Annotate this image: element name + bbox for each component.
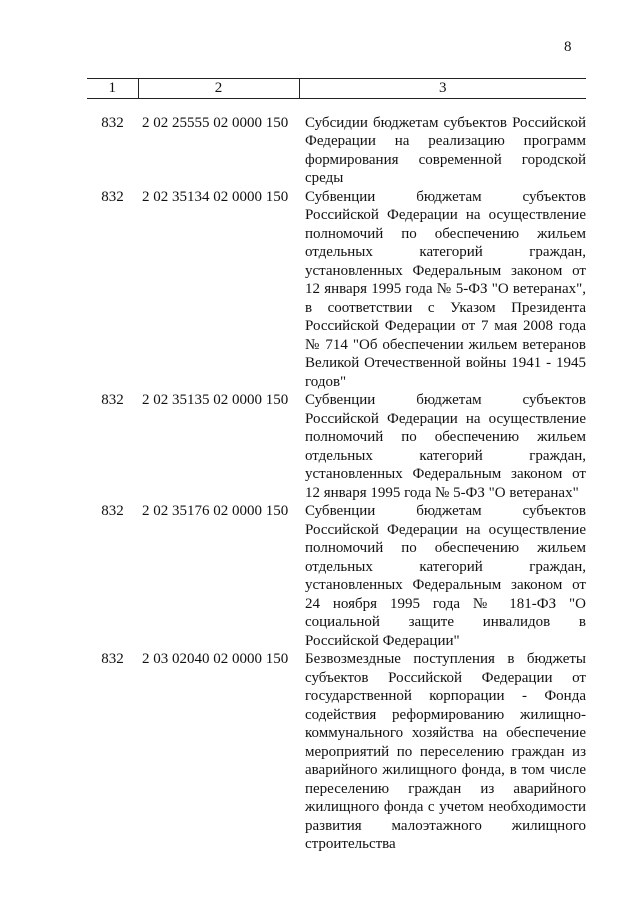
budget-code-cell: 2 02 35134 02 0000 150 [142, 188, 289, 205]
column-header-3: 3 [299, 79, 586, 99]
revenue-classification-table [87, 78, 586, 854]
column-header-2: 2 [138, 79, 299, 99]
revenue-name-cell: Субвенции бюджетам субъектов Российской Федерации на осуществление полномочий по обеспечению жильем отдельных категорий граждан, установленных Федеральным законом от 12 января 1995 года № 5-ФЗ "О ветеранах" [305, 392, 586, 501]
admin-code-cell: 832 [101, 651, 124, 667]
revenue-name-cell: Субвенции бюджетам субъектов Российской Федерации на осуществление полномочий по обеспечению жильем отдельных категорий граждан, установленных Федеральным законом от 12 января 1995 года № 5-ФЗ "О ветеранах", в соответствии с Указом Президента Российской Федерации от 7 мая 2008 года № 714 "Об обеспечении жильем ветеранов Великой Отечественной войны 1941 - 1945 годов" [305, 188, 586, 390]
table-row [87, 188, 586, 392]
table-row [87, 391, 586, 502]
column-header-1: 1 [87, 79, 138, 99]
revenue-name-cell: Субвенции бюджетам субъектов Российской Федерации на осуществление полномочий по обеспечению жильем отдельных категорий граждан, установленных Федеральным законом от 24 ноября 1995 года № 181-ФЗ "О социальной защите инвалидов в Российской Федерации" [305, 503, 586, 649]
budget-code-cell: 2 02 25555 02 0000 150 [142, 114, 289, 131]
table-header-row [87, 79, 586, 99]
budget-code-cell: 2 02 35135 02 0000 150 [142, 392, 289, 408]
table-row [87, 502, 586, 650]
admin-code-cell: 832 [101, 188, 124, 205]
budget-code-cell: 2 03 02040 02 0000 150 [142, 651, 289, 667]
admin-code-cell: 832 [101, 503, 124, 519]
admin-code-cell: 832 [101, 392, 124, 408]
page-number: 8 [564, 39, 572, 55]
table-row [87, 650, 586, 854]
table-row [87, 98, 586, 188]
revenue-name-cell: Субсидии бюджетам субъектов Российской Федерации на реализацию программ формирования современной городской среды [305, 114, 586, 186]
revenue-name-cell: Безвозмездные поступления в бюджеты субъектов Российской Федерации от государственной корпорации - Фонда содействия реформированию жилищно-коммунального хозяйства на обеспечение мероприятий по переселению граждан из аварийного жилищного фонда, в том числе переселению граждан из аварийного жилищного фонда с учетом необходимости развития малоэтажного жилищного строительства [305, 651, 586, 852]
admin-code-cell: 832 [101, 114, 124, 131]
budget-code-cell: 2 02 35176 02 0000 150 [142, 503, 289, 519]
